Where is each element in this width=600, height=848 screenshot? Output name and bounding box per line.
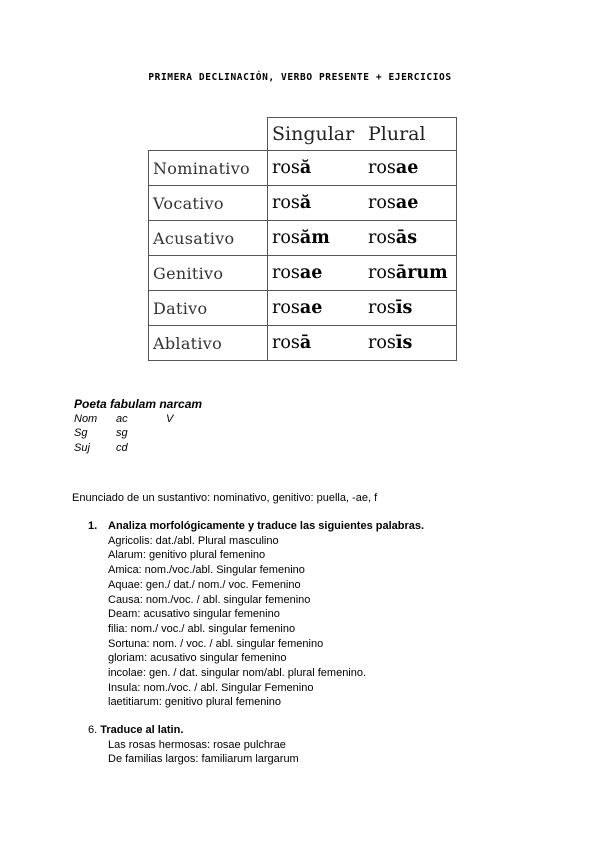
plural-stem: ros [368,333,396,353]
case-name: Acusativo [149,221,268,256]
enunciado-note: Enunciado de un sustantivo: nominativo, genitivo: puella, -ae, f [72,492,378,504]
list-item: Alarum: genitivo plural femenino [108,549,266,562]
plural-form [364,186,457,221]
singular-stem: ros [272,158,300,178]
page-title: PRIMERA DECLINACIÓN, VERBO PRESENTE + EJERCICIOS [148,72,452,83]
exercise-1 [88,519,424,710]
exercise-1-number: 1. [88,520,98,532]
case-name: Dativo [149,291,268,326]
singular-ending: ă [299,193,312,213]
phrase-analysis-cell: ac [116,412,128,425]
plural-stem: ros [368,298,396,318]
list-item: incolae: gen. / dat. singular nom/abl. plural femenino. [108,667,367,680]
list-item: Insula: nom./voc. / abl. Singular Femenino [108,681,314,694]
declension-row [149,186,457,221]
plural-stem: ros [368,193,396,213]
plural-form [364,256,457,291]
case-name: Vocativo [149,186,268,221]
list-item: Agricolis: dat./abl. Plural masculino [108,534,279,547]
singular-form [268,326,365,361]
singular-form [268,221,365,256]
plural-form [364,326,457,361]
declension-row [149,326,457,361]
phrase-analysis-row [74,441,202,456]
plural-stem: ros [368,158,396,178]
plural-ending: īs [395,333,413,353]
singular-ending: ae [299,298,323,318]
exercise-6-heading [88,723,299,738]
header-plural: Plural [364,118,457,151]
list-item: Deam: acusativo singular femenino [108,608,280,621]
list-item: Sortuna: nom. / voc. / abl. singular femenino [108,637,324,650]
case-name: Genitivo [149,256,268,291]
list-item: Aquae: gen./ dat./ nom./ voc. Femenino [108,578,301,591]
singular-stem: ros [272,333,300,353]
declension-row [149,151,457,186]
singular-ending: ā [299,333,312,353]
phrase-analysis-cell: Suj [74,442,90,455]
phrase-analysis-row [74,426,202,441]
plural-ending: ārum [395,263,448,283]
list-item: De familias largos: familiarum largarum [108,753,299,766]
singular-stem: ros [272,228,300,248]
exercise-6-list [108,738,299,767]
singular-form [268,291,365,326]
singular-stem: ros [272,263,300,283]
declension-header-row [149,118,457,151]
list-item: Las rosas hermosas: rosae pulchrae [108,738,286,751]
singular-form [268,186,365,221]
declension-row [149,291,457,326]
list-item: laetitiarum: genitivo plural femenino [108,696,282,709]
phrase-analysis-cell: Sg [74,427,88,440]
plural-form [364,291,457,326]
plural-ending: ae [395,193,419,213]
exercise-6 [88,723,299,767]
case-name: Nominativo [149,151,268,186]
list-item: Causa: nom./voc. / abl. singular femenino [108,593,311,606]
plural-form [364,221,457,256]
list-item: filia: nom./ voc./ abl. singular femenino [108,622,296,635]
singular-stem: ros [272,193,300,213]
declension-row [149,256,457,291]
exercise-1-title: Analiza morfológicamente y traduce las siguientes palabras. [108,520,425,532]
phrase-analysis-cell: sg [116,427,128,440]
exercise-1-heading [88,519,424,534]
exercise-1-list [108,534,424,710]
list-item: Amica: nom./voc./abl. Singular femenino [108,564,305,577]
phrase-analysis-cell: cd [116,442,128,455]
header-singular: Singular [268,118,365,151]
list-item: gloriam: acusativo singular femenino [108,652,287,665]
exercise-6-number: 6. [88,724,98,736]
phrase-analysis-cell: V [166,412,174,425]
singular-stem: ros [272,298,300,318]
phrase-sentence: Poeta fabulam narcam [74,397,203,411]
singular-ending: ae [299,263,323,283]
singular-ending: ăm [299,228,330,248]
phrase-analysis-row [74,412,202,427]
declension-row [149,221,457,256]
exercise-6-title: Traduce al latin. [100,724,184,736]
plural-form [364,151,457,186]
singular-form [268,256,365,291]
plural-stem: ros [368,228,396,248]
singular-form [268,151,365,186]
declension-table [148,117,457,361]
singular-ending: ă [299,158,312,178]
plural-ending: īs [395,298,413,318]
case-name: Ablativo [149,326,268,361]
plural-ending: ās [395,228,418,248]
example-phrase [74,397,202,456]
header-empty-cell [149,118,268,151]
plural-ending: ae [395,158,419,178]
plural-stem: ros [368,263,396,283]
phrase-analysis-cell: Nom [74,412,98,425]
